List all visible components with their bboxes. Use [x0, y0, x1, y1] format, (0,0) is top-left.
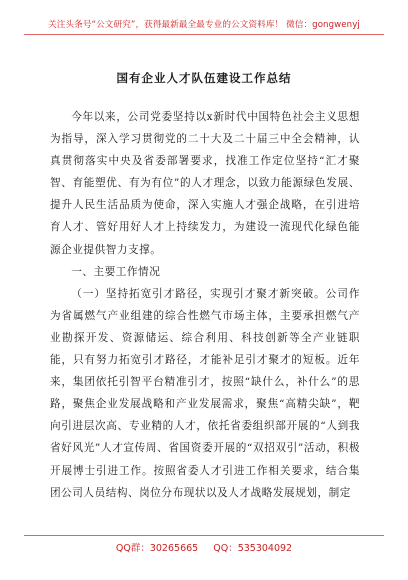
document-body [50, 106, 360, 504]
document-title: 国有企业人才队伍建设工作总结 [116, 71, 292, 85]
paragraph-section-1: （一）坚持拓宽引才路径，实现引才聚才新突破。公司作为省属燃气产业组建的综合性燃气市场主体，主要承担燃气产业勘探开发、资源储运、综合利用、科技创新等全产业链职能，只有努力拓宽引才路径，才能补足引才聚才的短板。近年来，集团依托引智平台精准引才，按照“缺什么，补什么”的思路，聚焦企业发展战略和产业发展需求，聚焦“高精尖缺”，靶向引进层次高、专业精的人才，依托省委组织部开展的“人到我省好风光”人才宣传周、省国资委开展的“双招双引”活动，积极开展博士引进工作。按照省委人才引进工作相关要求，结合集团公司人员结构、岗位分布现状以及人才战略发展规划，制定 [50, 287, 360, 499]
header-divider [24, 34, 384, 35]
header-banner: 关注头条号“公文研究”，获得最新最全最专业的公文资料库！ 微信：gongwenyj [48, 20, 360, 30]
section-heading: 一、主要工作情况 [71, 265, 161, 278]
footer-divider [24, 535, 384, 536]
footer-qq: QQ：535304092 [213, 543, 293, 554]
paragraph-intro: 今年以来，公司党委坚持以x新时代中国特色社会主义思想为指导，深入学习贯彻党的二十大及二十届三中全会精神，认真贯彻落实中央及省委部署要求，找准工作定位坚持“汇才聚智、育能塑优、有为有位”的人才理念，以致力能源绿色发展、提升人民生活品质为使命，深入实施人才强企战略，在引进培育人才、管好用好人才上持续发力，为建设一流现代化绿色能源企业提供智力支撑。 [50, 111, 360, 256]
footer-contact [0, 540, 408, 554]
footer-qq-group: QQ群：30265665 [115, 543, 199, 554]
